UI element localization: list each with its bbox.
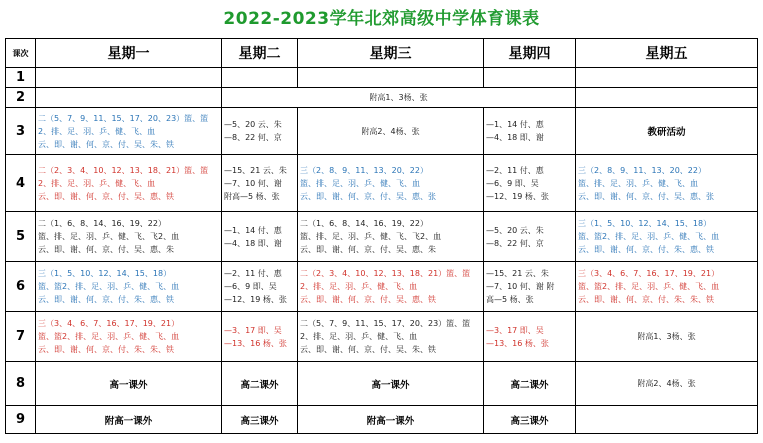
cell-thursday: 高二课外 [484,362,576,406]
table-row [6,212,758,262]
table-row [6,406,758,434]
cell-monday: 附高一课外 [36,406,222,434]
table-row [6,262,758,312]
period-number: 5 [6,212,36,262]
cell-tuesday: —5、20 云、朱 —8、22 何、京 [222,108,298,155]
cell-monday: 二（2、3、4、10、12、13、18、21）篮、篮2、排、足、羽、乒、健、飞、血 云、即、谢、何、京、付、吴、惠、铁 [36,155,222,212]
period-number: 8 [6,362,36,406]
cell-friday: 三（1、5、10、12、14、15、18） 篮、篮2、排、足、羽、乒、健、飞、血 云、即、谢、何、京、付、朱、惠、铁 [576,212,758,262]
cell-monday: 二（5、7、9、11、15、17、20、23）篮、篮2、排、足、羽、乒、健、飞、血 云、即、谢、何、京、付、吴、朱、铁 [36,108,222,155]
cell-thursday: —2、11 付、惠 —6、9 即、吴 —12、19 杨、张 [484,155,576,212]
cell-friday: 三（3、4、6、7、16、17、19、21） 篮、篮2、排、足、羽、乒、健、飞、血 云、即、谢、何、京、付、朱、朱、铁 [576,262,758,312]
cell-monday: 高一课外 [36,362,222,406]
period-number: 3 [6,108,36,155]
cell-thursday: —1、14 付、惠 —4、18 即、谢 [484,108,576,155]
cell-wednesday: 高一课外 [298,362,484,406]
cell-merged: 附高1、3杨、张 [222,88,576,108]
header-row [6,39,758,68]
page-title: 2022-2023学年北郊高级中学体育课表 [223,9,540,29]
cell-thursday: —15、21 云、朱 —7、10 何、谢 附 高—5 杨、张 [484,262,576,312]
table-row [6,362,758,406]
cell-friday-merged: 教研活动 [576,108,758,155]
cell-tuesday: 高二课外 [222,362,298,406]
cell-monday: 二（1、6、8、14、16、19、22） 篮、排、足、羽、乒、健、飞、飞2、血 云、即、谢、何、京、付、吴、惠、朱 [36,212,222,262]
table-row [6,155,758,212]
header-friday: 星期五 [576,39,758,68]
cell-monday: 三（3、4、6、7、16、17、19、21） 篮、篮2、排、足、羽、乒、健、飞、血 云、即、谢、何、京、付、朱、朱、铁 [36,312,222,362]
header-wednesday: 星期三 [298,39,484,68]
cell-friday: 三（2、8、9、11、13、20、22） 篮、排、足、羽、乒、健、飞、血 云、即、谢、何、京、付、吴、惠、张 [576,155,758,212]
cell-wednesday: 三（2、8、9、11、13、20、22） 篮、排、足、羽、乒、健、飞、血 云、即、谢、何、京、付、吴、惠、张 [298,155,484,212]
cell-empty [576,88,758,108]
cell-tuesday: —3、17 即、吴 —13、16 杨、张 [222,312,298,362]
header-tuesday: 星期二 [222,39,298,68]
table-row [6,312,758,362]
cell-thursday: —3、17 即、吴 —13、16 杨、张 [484,312,576,362]
cell-tuesday: 高三课外 [222,406,298,434]
cell-thursday: —5、20 云、朱 —8、22 何、京 [484,212,576,262]
table-row [6,108,758,155]
table-row [6,68,758,88]
header-monday: 星期一 [36,39,222,68]
cell-tuesday: —1、14 付、惠 —4、18 即、谢 [222,212,298,262]
cell-thursday: 高三课外 [484,406,576,434]
cell-tuesday: —15、21 云、朱 —7、10 何、谢 附高—5 杨、张 [222,155,298,212]
cell-wednesday: 二（2、3、4、10、12、13、18、21）篮、篮2、排、足、羽、乒、健、飞、血 云、即、谢、何、京、付、吴、惠、铁 [298,262,484,312]
cell-wednesday: 附高2、4杨、张 [298,108,484,155]
cell-friday: 附高1、3杨、张 [576,312,758,362]
period-number: 9 [6,406,36,434]
cell-monday: 三（1、5、10、12、14、15、18） 篮、篮2、排、足、羽、乒、健、飞、血 云、即、谢、何、京、付、朱、惠、铁 [36,262,222,312]
period-number: 4 [6,155,36,212]
cell-empty [576,68,758,88]
period-number: 7 [6,312,36,362]
corner-header: 课次 [6,39,36,68]
cell-wednesday: 二（1、6、8、14、16、19、22） 篮、排、足、羽、乒、健、飞、飞2、血 云、即、谢、何、京、付、吴、惠、朱 [298,212,484,262]
cell-empty [36,88,222,108]
cell-empty [222,68,298,88]
period-number: 2 [6,88,36,108]
cell-empty [576,406,758,434]
period-number: 1 [6,68,36,88]
cell-empty [484,68,576,88]
period-number: 6 [6,262,36,312]
header-thursday: 星期四 [484,39,576,68]
cell-wednesday: 附高一课外 [298,406,484,434]
cell-friday: 附高2、4杨、张 [576,362,758,406]
schedule-table [5,38,758,434]
cell-empty [298,68,484,88]
table-row [6,88,758,108]
cell-tuesday: —2、11 付、惠 —6、9 即、吴 —12、19 杨、张 [222,262,298,312]
cell-wednesday: 二（5、7、9、11、15、17、20、23）篮、篮2、排、足、羽、乒、健、飞、血 云、即、谢、何、京、付、吴、朱、铁 [298,312,484,362]
cell-empty [36,68,222,88]
